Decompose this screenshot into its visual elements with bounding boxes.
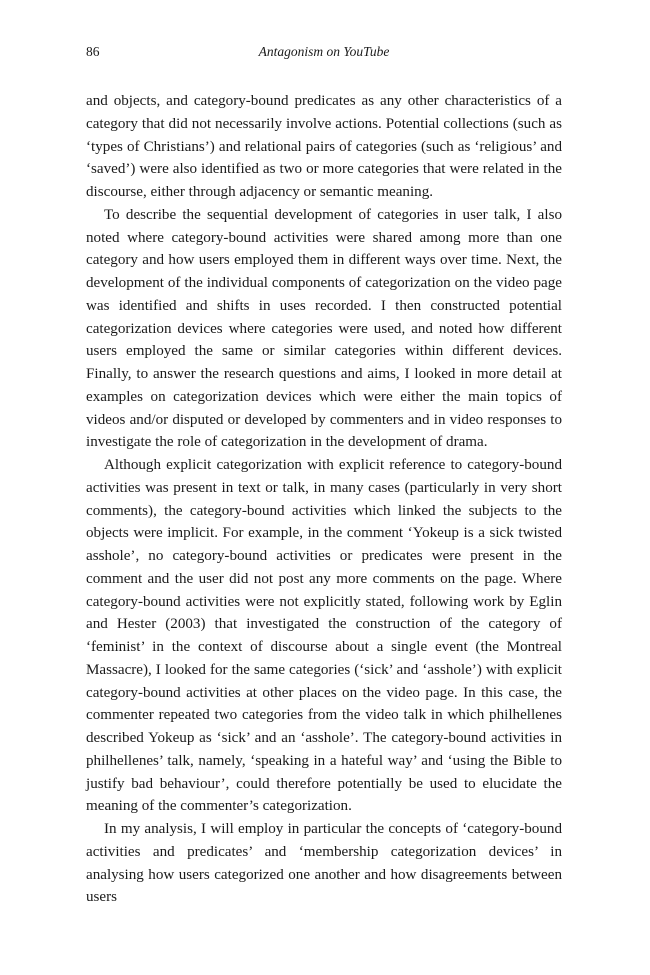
- running-head: Antagonism on YouTube: [258, 44, 390, 59]
- paragraph: To describe the sequential development of categories in user talk, I also noted where category-bound activities were shared among more than one category and how users employed them in different ways over time. Next, the development of the individual components of categorization on the video page was identified and shifts in uses recorded. I then constructed potential categorization devices where categories were used, and noted how different users employed the same or similar categories within different devices. Finally, to answer the research questions and aims, I looked in more detail at examples on categorization devices which were either the main topics of videos and/or disputed or developed by commenters and in video responses to investigate the role of categorization in the development of drama.: [86, 206, 562, 451]
- paragraph-continuation: and objects, and category-bound predicates as any other characteristics of a category that did not necessarily involve actions. Potential collections (such as ‘types of Christians’) and relational pairs of categories (such as ‘religious’ and ‘saved’) were also identified as two or more categories that were related in the discourse, either through adjacency or semantic meaning.: [86, 93, 562, 200]
- paragraph: In my analysis, I will employ in particular the concepts of ‘category-bound activities and predicates’ and ‘membership categorization devices’ in analysing how users categorized one another and how disagreements between users: [86, 821, 562, 906]
- page-number: 86: [86, 44, 100, 59]
- page-header: [86, 44, 562, 64]
- paragraph: Although explicit categorization with explicit reference to category-bound activities was present in text or talk, in many cases (particularly in very short comments), the category-bound activities which linked the subjects to the objects were implicit. For example, in the comment ‘Yokeup is a sick twisted asshole’, no category-bound activities or predicates were present in the comment and the user did not post any more comments on the page. Where category-bound activities were not explicitly stated, following work by Eglin and Hester (2003) that investigated the construction of the category of ‘feminist’ in the context of discourse about a single event (the Montreal Massacre), I looked for the same categories (‘sick’ and ‘asshole’) with explicit category-bound activities at other places on the video page. In this case, the commenter repeated two categories from the video talk in which philhellenes described Yokeup as ‘sick’ and an ‘asshole’. The category-bound activities in philhellenes’ talk, namely, ‘speaking in a hateful way’ and ‘using the Bible to justify bad behaviour’, could therefore potentially be used to elucidate the meaning of the commenter’s categorization.: [86, 457, 562, 815]
- body-text: [86, 90, 562, 909]
